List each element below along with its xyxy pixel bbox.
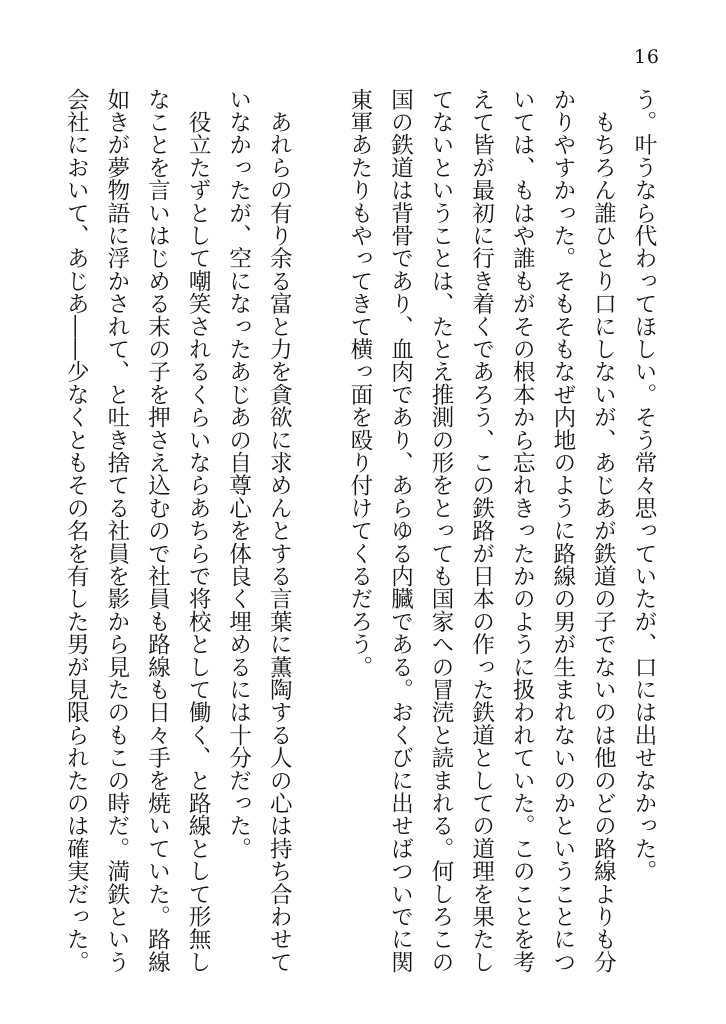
text-line: てないということは、たとえ推測の形をとっても国家への冒涜と読まれる。何しろこの: [428, 88, 455, 974]
text-line: 役立たずとして嘲笑されるくらいならあちらで将校として働く、と路線として形無し: [185, 88, 212, 974]
text-line: 会社において、あじあ――少なくともその名を有した男が見限られたのは確実だった。: [63, 88, 90, 974]
text-line: あれらの有り余る富と力を貪欲に求めんとする言葉に薫陶する人の心は持ち合わせて: [266, 88, 293, 974]
text-line: かりやすかった。そもそもなぜ内地のように路線の男が生まれないのかということにつ: [549, 88, 576, 974]
text-line: いなかったが、空になったあじあの自尊心を体良く埋めるには十分だった。: [225, 88, 252, 860]
page-number: 16: [633, 46, 660, 68]
text-line: なことを言いはじめる末の子を押さえ込むので社員も路線も日々手を焼いていた。路線: [144, 88, 171, 974]
paragraph-gap: [299, 88, 339, 948]
text-line: いては、もはや誰もがその根本から忘れきったかのように扱われていた。このことを考: [509, 88, 536, 974]
text-line: 如きが夢物語に浮かされて、と吐き捨てる社員を影から見たのもこの時だ。満鉄という: [103, 88, 130, 974]
text-line: 東軍あたりもやってきて横っ面を殴り付けてくるだろう。: [346, 88, 373, 679]
vertical-text-body: [54, 88, 664, 974]
text-line: 国の鉄道は背骨であり、血肉であり、あらゆる内臓である。おくびに出せばついでに関: [387, 88, 414, 974]
text-line: えて皆が最初に行き着くであろう、この鉄路が日本の作った鉄道としての道理を果たし: [468, 88, 495, 974]
text-line: もちろん誰ひとり口にしないが、あじあが鉄道の子でないのは他のどの路線よりも分: [590, 88, 617, 974]
text-line: う。叶うなら代わってほしい。そう常々思っていたが、口には出せなかった。: [631, 88, 657, 883]
